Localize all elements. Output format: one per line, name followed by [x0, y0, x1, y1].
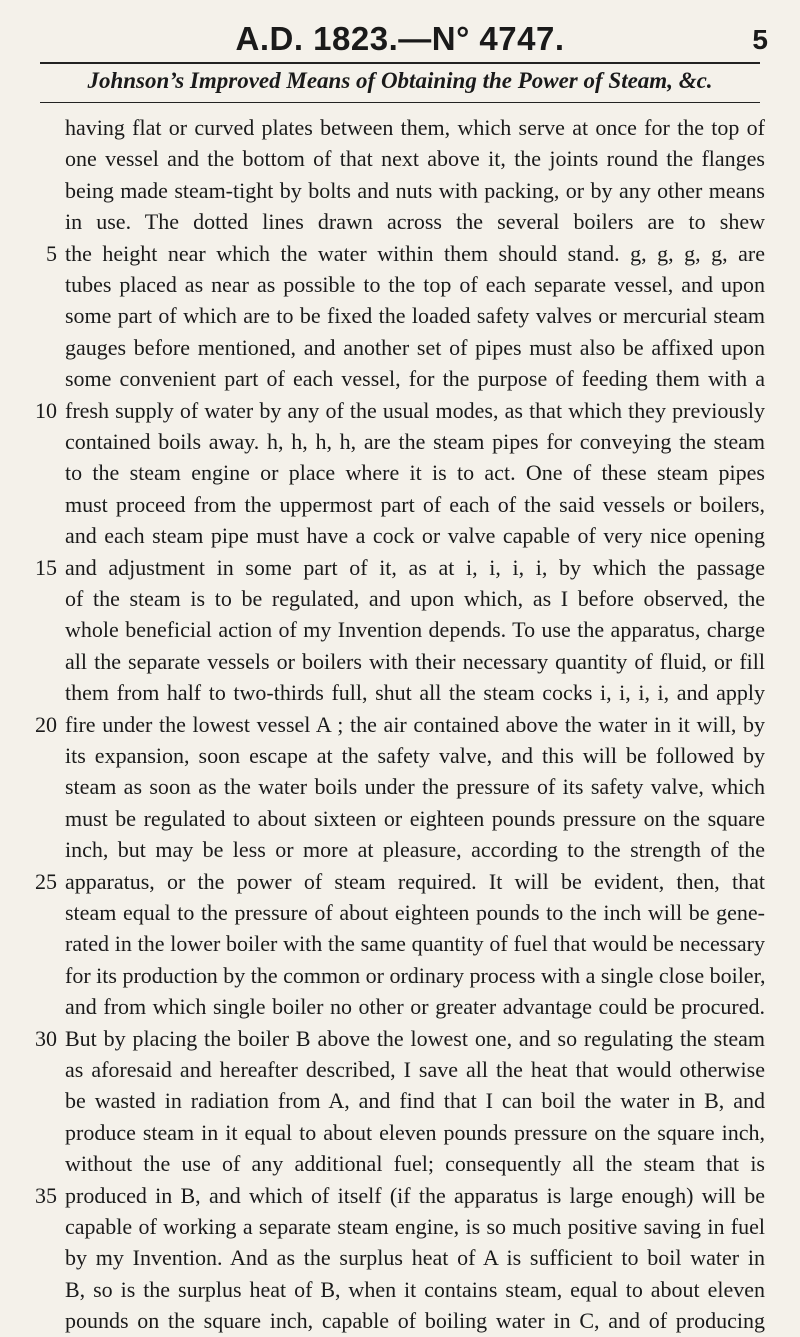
- text-line: and from which single boiler no other or greater advantage could be procured.: [65, 994, 765, 1020]
- text-line: fire under the lowest vessel A ; the air contained above the water in it will, by: [65, 711, 765, 737]
- text-line: as aforesaid and hereafter described, I save all the heat that would otherwise: [65, 1057, 765, 1082]
- text-line: produce steam in it equal to about eleven pounds pressure on the square inch,: [65, 1119, 765, 1145]
- text-line: the height near which the water within them should stand. g, g, g, g, are: [65, 240, 765, 266]
- text-line: some convenient part of each vessel, for the purpose of feeding them with a: [65, 366, 765, 392]
- text-line: them from half to two-thirds full, shut all the steam cocks i, i, i, i, and apply: [65, 680, 765, 706]
- text-line: steam as soon as the water boils under the pressure of its safety valve, which: [65, 774, 765, 800]
- line-number: 5: [46, 240, 57, 266]
- line-number: 30: [35, 1025, 57, 1051]
- page-number: 5: [752, 24, 768, 55]
- text-line: some part of which are to be fixed the loaded safety valves or mercurial steam: [65, 303, 765, 329]
- text-line: But by placing the boiler B above the lowest one, and so regulating the steam: [65, 1025, 765, 1051]
- text-line: in use. The dotted lines drawn across the several boilers are to shew: [65, 209, 765, 235]
- text-line: to the steam engine or place where it is to act. One of these steam pipes: [65, 460, 765, 486]
- text-line: whole beneficial action of my Invention depends. To use the apparatus, charge: [65, 617, 765, 643]
- text-line: one vessel and the bottom of that next above it, the joints round the flanges: [65, 146, 765, 172]
- text-line: B, so is the surplus heat of B, when it contains steam, equal to about eleven: [65, 1276, 765, 1302]
- text-line: produced in B, and which of itself (if the apparatus is large enough) will be: [65, 1182, 765, 1208]
- page-header: [0, 20, 800, 60]
- header-rule-top: [40, 62, 760, 64]
- text-line: contained boils away. h, h, h, h, are the steam pipes for conveying the steam: [65, 429, 765, 454]
- line-number: 15: [35, 554, 57, 580]
- text-line: fresh supply of water by any of the usual modes, as that which they previously: [65, 397, 765, 423]
- text-line: steam equal to the pressure of about eighteen pounds to the inch will be gene-: [65, 900, 765, 925]
- text-line: must proceed from the uppermost part of each of the said vessels or boilers,: [65, 491, 765, 517]
- text-line: its expansion, soon escape at the safety valve, and this will be followed by: [65, 743, 765, 768]
- text-line: of the steam is to be regulated, and upon which, as I before observed, the: [65, 586, 765, 611]
- header-rule-bottom: [40, 102, 760, 103]
- text-line: all the separate vessels or boilers with their necessary quantity of fluid, or fill: [65, 648, 765, 674]
- text-line: rated in the lower boiler with the same quantity of fuel that would be necessary: [65, 931, 765, 957]
- text-line: and adjustment in some part of it, as at i, i, i, i, by which the passage: [65, 554, 765, 580]
- text-line: tubes placed as near as possible to the top of each separate vessel, and upon: [65, 272, 765, 297]
- text-line: capable of working a separate steam engine, is so much positive saving in fuel: [65, 1214, 765, 1239]
- text-line: for its production by the common or ordinary process with a single close boiler,: [65, 962, 766, 988]
- line-number: 20: [35, 711, 57, 737]
- text-line: pounds on the square inch, capable of boiling water in C, and of producing: [65, 1308, 765, 1334]
- running-title: Johnson’s Improved Means of Obtaining the Power of Steam, &c.: [87, 68, 713, 93]
- text-line: gauges before mentioned, and another set of pipes must also be affixed upon: [65, 334, 765, 360]
- text-line: being made steam-tight by bolts and nuts with packing, or by any other means: [65, 177, 765, 203]
- text-line: and each steam pipe must have a cock or valve capable of very nice opening: [65, 523, 765, 549]
- line-number: 10: [35, 397, 57, 423]
- text-line: by my Invention. And as the surplus heat of A is sufficient to boil water in: [65, 1245, 765, 1271]
- text-line: inch, but may be less or more at pleasure, according to the strength of the: [65, 837, 765, 863]
- line-number: 25: [35, 868, 57, 894]
- text-line: without the use of any additional fuel; consequently all the steam that is: [65, 1151, 765, 1177]
- text-line: apparatus, or the power of steam required. It will be evident, then, that: [65, 868, 765, 894]
- text-line: having flat or curved plates between them, which serve at once for the top of: [65, 115, 765, 140]
- patent-number-heading: A.D. 1823.—N° 4747.: [235, 20, 565, 57]
- text-line: be wasted in radiation from A, and find that I can boil the water in B, and: [65, 1088, 765, 1114]
- text-line: must be regulated to about sixteen or eighteen pounds pressure on the square: [65, 805, 765, 831]
- line-number: 35: [35, 1182, 57, 1208]
